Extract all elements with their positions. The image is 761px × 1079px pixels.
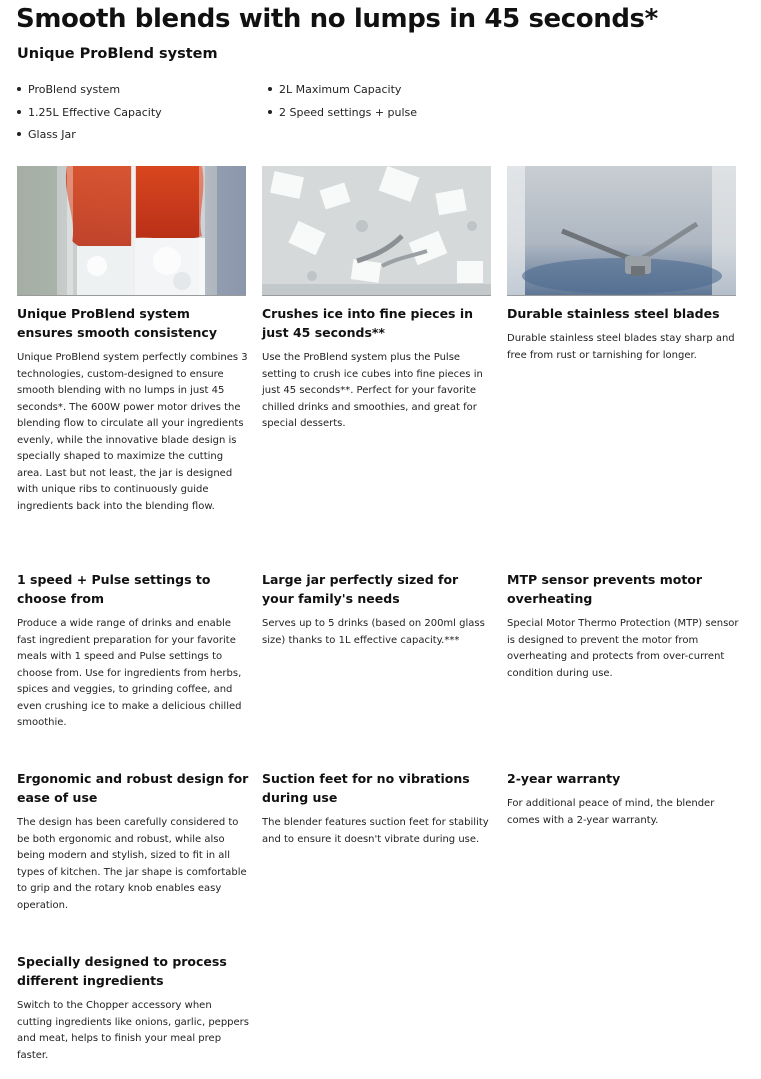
steel-blades-image [507, 166, 736, 296]
feature-description: Unique ProBlend system perfectly combines 3 technologies, custom-designed to ensure smooth blending with no lumps in just 45 seconds*. The 600W power motor drives the blending flow to circulate all your ingredients evenly, while the innovative blade design is specially shaped to maximize the cutting area. Last but not least, the jar is designed with unique ribs to continuously guide ingredients back into the blending flow. [17, 352, 248, 512]
feature-description: Durable stainless steel blades stay sharp and free from rust or tarnishing for longer. [507, 333, 735, 361]
feature-title: Crushes ice into fine pieces in just 45 seconds** [262, 306, 474, 340]
feature-card [507, 769, 739, 829]
crushed-ice-image [262, 166, 491, 296]
blending-fruit-image [17, 166, 246, 296]
spec-item: 2L Maximum Capacity [268, 82, 401, 98]
feature-title: 2-year warranty [507, 771, 621, 786]
feature-title: 1 speed + Pulse settings to choose from [17, 572, 211, 606]
feature-description: Produce a wide range of drinks and enable fast ingredient preparation for your favorite meals with 1 speed and Pulse settings to choose from. Use for ingredients from herbs, spices and veggies, to grinding coffee, and even crushing ice to make a delicious chilled smoothie. [17, 618, 242, 728]
feature-title: Suction feet for no vibrations during use [262, 771, 470, 805]
page-title: Smooth blends with no lumps in 45 seconds* [16, 4, 658, 34]
feature-card [17, 304, 249, 515]
feature-card [262, 304, 494, 433]
spec-item: Glass Jar [17, 127, 76, 143]
feature-description: The design has been carefully considered to be both ergonomic and robust, while also being modern and stylish, sized to fit in all types of kitchen. The jar shape is comfortable to grip and the rotary knob enables easy operation. [17, 817, 247, 911]
feature-card [262, 769, 494, 848]
feature-card [17, 952, 249, 1064]
spec-list [17, 80, 517, 146]
page-subtitle: Unique ProBlend system [17, 46, 218, 62]
feature-title: Unique ProBlend system ensures smooth consistency [17, 306, 217, 340]
feature-card [507, 304, 739, 364]
spec-item: ProBlend system [17, 82, 120, 98]
feature-title: Specially designed to process different ingredients [17, 954, 227, 988]
feature-card [17, 769, 249, 914]
feature-title: Ergonomic and robust design for ease of use [17, 771, 249, 805]
feature-description: Use the ProBlend system plus the Pulse setting to crush ice cubes into fine pieces in just 45 seconds**. Perfect for your favorite chilled drinks and smoothies, and great for special desserts. [262, 352, 483, 429]
feature-description: Special Motor Thermo Protection (MTP) sensor is designed to prevent the motor from overheating and protects from over-current condition during use. [507, 618, 739, 679]
spec-item: 1.25L Effective Capacity [17, 105, 162, 121]
feature-title: Large jar perfectly sized for your family's needs [262, 572, 459, 606]
feature-description: Switch to the Chopper accessory when cutting ingredients like onions, garlic, peppers and meat, helps to finish your meal prep faster. [17, 1000, 250, 1061]
feature-card [262, 570, 494, 649]
feature-description: The blender features suction feet for stability and to ensure it doesn't vibrate during use. [262, 817, 489, 845]
feature-title: Durable stainless steel blades [507, 306, 720, 321]
spec-item: 2 Speed settings + pulse [268, 105, 417, 121]
feature-card [507, 570, 739, 682]
feature-description: For additional peace of mind, the blender comes with a 2-year warranty. [507, 798, 715, 826]
feature-description: Serves up to 5 drinks (based on 200ml glass size) thanks to 1L effective capacity.*** [262, 618, 485, 646]
feature-card [17, 570, 249, 732]
feature-title: MTP sensor prevents motor overheating [507, 572, 703, 606]
